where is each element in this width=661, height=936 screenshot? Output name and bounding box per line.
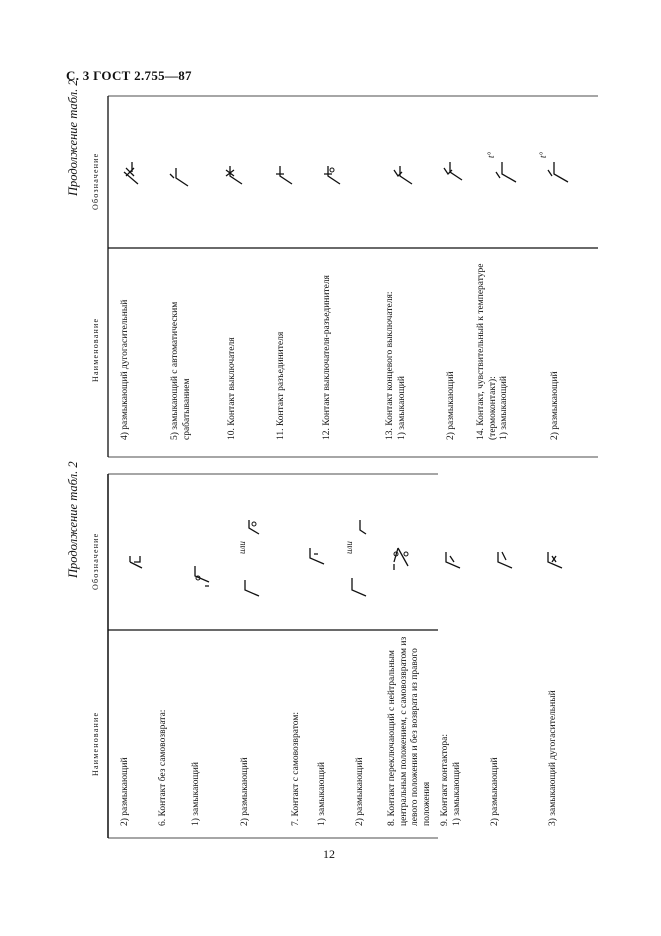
left-row-5: 7. Контакт с самовозвратом:	[291, 712, 301, 826]
t-label-1: t°	[486, 151, 496, 158]
limit-break-symbol	[444, 162, 462, 180]
break-contact-self-return-symbol	[344, 520, 366, 596]
right-row-11: 2) размыкающий	[550, 371, 560, 440]
t-label-2: t°	[538, 151, 548, 158]
right-row-5: 12. Контакт выключателя-разъединителя	[322, 275, 332, 440]
thermal-break-symbol	[538, 151, 568, 182]
thermal-make-symbol	[486, 151, 516, 182]
right-row-7: 1) замыкающий	[397, 376, 407, 440]
left-col-symbol-header: Обозначение	[91, 532, 100, 590]
right-col-name-header: Наименование	[91, 317, 100, 382]
contactor-arc-make-symbol	[548, 552, 562, 568]
make-contact-no-return-symbol	[195, 566, 209, 586]
left-row-10: 1) замыкающий	[452, 762, 462, 826]
left-row-9: 9. Контакт контактора:	[440, 733, 450, 826]
left-row-6: 1) замыкающий	[317, 762, 327, 826]
left-row-4: 2) размыкающий	[240, 757, 250, 826]
right-row-8: 2) размыкающий	[446, 371, 456, 440]
left-row-2: 6. Контакт без самовозврата:	[158, 709, 168, 826]
auto-trip-make-symbol	[170, 168, 188, 186]
contactor-make-symbol	[446, 552, 460, 568]
left-row-11: 2) размыкающий	[490, 757, 500, 826]
right-col-symbol-header: Обозначение	[91, 152, 100, 210]
or-label-2: или	[344, 541, 354, 554]
changeover-contact-symbol	[394, 548, 408, 570]
right-row-1: 4) размыкающий дугогасительный	[120, 299, 130, 440]
right-row-10: 1) замыкающий	[499, 376, 509, 440]
left-row-12: 3) замыкающий дугогасительный	[548, 690, 558, 826]
switch-contact-symbol	[226, 166, 242, 184]
left-row-8: 8. Контакт переключающий с нейтральным центральным положением, с самовозвратом из левого положения и без возврата из правого положения	[387, 636, 432, 826]
right-row-3: 10. Контакт выключателя	[227, 337, 237, 440]
disconnector-contact-symbol	[276, 166, 292, 184]
contactor-arc-break-symbol	[124, 162, 138, 184]
or-label-1: или	[237, 541, 247, 554]
right-row-6: 13. Контакт концевого выключателя:	[385, 291, 395, 440]
right-row-9: 14. Контакт, чувствительный к температуре (термоконтакт):	[476, 263, 498, 440]
right-table-caption: Продолжение табл. 2	[66, 79, 80, 196]
left-row-3: 1) замыкающий	[191, 762, 201, 826]
contactor-break-symbol	[498, 552, 512, 568]
right-row-4: 11. Контакт разъединителя	[276, 331, 286, 440]
switch-disconnector-symbol	[324, 166, 340, 184]
left-table-caption: Продолжение табл. 2	[66, 461, 80, 578]
break-contact-symbol	[130, 556, 142, 568]
left-col-name-header: Наименование	[91, 711, 100, 776]
page-header: С. 3 ГОСТ 2.755—87	[66, 68, 192, 83]
make-contact-self-return-symbol	[310, 548, 324, 564]
limit-make-symbol	[394, 166, 412, 184]
left-row-7: 2) размыкающий	[355, 757, 365, 826]
right-row-2: 5) замыкающий с автоматическим срабатыванием	[170, 301, 192, 440]
break-contact-no-return-symbol	[237, 520, 259, 596]
left-row-1: 2) размыкающий	[120, 757, 130, 826]
page-number: 12	[323, 847, 335, 861]
